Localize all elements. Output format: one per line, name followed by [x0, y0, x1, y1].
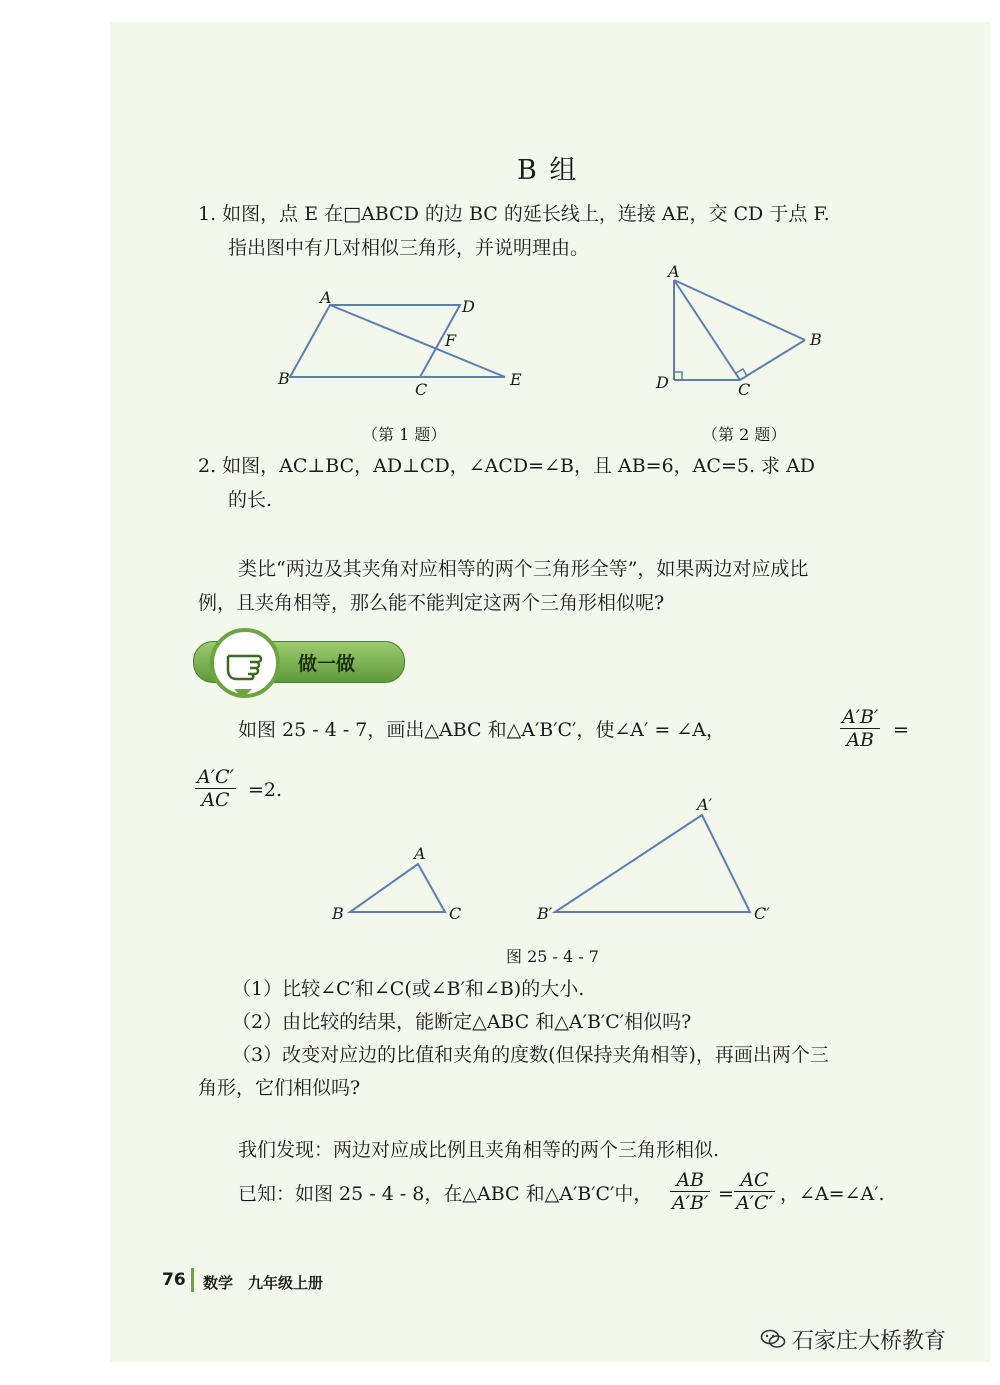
segment-cb	[740, 340, 805, 380]
task-fraction-1	[840, 706, 880, 751]
fig3-label-a-prime: A′	[697, 795, 713, 814]
subquestion-1: （1）比较∠C′和∠C(或∠B′和∠B)的大小.	[232, 978, 585, 1000]
fig3-label-b-prime: B′	[537, 904, 553, 923]
fig2-label-a: A	[668, 262, 680, 281]
given-fraction-2	[734, 1169, 775, 1214]
section-heading: B 组	[517, 155, 579, 186]
fig1-label-d: D	[462, 297, 475, 316]
banner-arrow	[234, 689, 252, 698]
given-fraction-2-denominator: A′C′	[736, 1192, 773, 1214]
given-prefix: 已知：如图 25 - 4 - 8，在△ABC 和△A′B′C′中，	[238, 1183, 653, 1205]
task-fraction-1-denominator: AB	[846, 729, 874, 751]
page-number: 76	[162, 1270, 186, 1290]
fig3-label-b: B	[332, 904, 344, 923]
fig2-label-d: D	[656, 373, 669, 392]
subquestion-3-line-1: （3）改变对应边的比值和夹角的度数(但保持夹角相等)，再画出两个三	[232, 1044, 829, 1066]
fig1-label-b: B	[278, 369, 290, 388]
figure-2-caption: （第 2 题）	[702, 425, 787, 444]
given-fraction-1-denominator: A′B′	[672, 1192, 709, 1214]
triangle-abc	[350, 864, 445, 912]
task-fraction-2-numerator: A′C′	[197, 766, 234, 788]
task-prefix: 如图 25 - 4 - 7，画出△ABC 和△A′B′C′，使∠A′ = ∠A，	[238, 719, 725, 741]
parallelogram-abcd	[290, 305, 460, 377]
fig1-label-f: F	[445, 331, 457, 350]
triangle-a-prime-b-prime-c-prime	[555, 815, 750, 912]
book-title: 数学 九年级上册	[203, 1274, 324, 1292]
question-2-line-2: 的长.	[228, 489, 273, 511]
figure-2-triangles	[660, 270, 820, 390]
finding-statement: 我们发现：两边对应成比例且夹角相等的两个三角形相似.	[238, 1139, 720, 1161]
fig2-label-b: B	[810, 330, 822, 349]
task-fraction-2-denominator: AC	[201, 789, 230, 811]
task-fraction-1-numerator: A′B′	[842, 706, 879, 728]
given-fraction-2-numerator: AC	[734, 1169, 775, 1192]
footer-divider	[191, 1268, 194, 1292]
question-1-line-1: 1. 如图，点 E 在□ABCD 的边 BC 的延长线上，连接 AE，交 CD 于点 F.	[198, 203, 830, 225]
segment-ae	[330, 305, 505, 377]
fig1-label-c: C	[415, 380, 428, 399]
analogy-line-1: 类比“两边及其夹角对应相等的两个三角形全等”，如果两边对应成比	[238, 558, 809, 580]
fig1-label-a: A	[320, 288, 332, 307]
fig3-label-c-prime: C′	[754, 904, 770, 923]
given-suffix: ，∠A=∠A′.	[780, 1183, 885, 1205]
figure-1-caption: （第 1 题）	[362, 425, 447, 444]
figure-25-4-7-caption: 图 25 - 4 - 7	[506, 947, 599, 966]
subquestion-2: （2）由比较的结果，能断定△ABC 和△A′B′C′相似吗?	[232, 1011, 692, 1033]
given-fraction-1	[670, 1169, 710, 1214]
fig3-label-a: A	[414, 844, 426, 863]
wechat-icon	[760, 1329, 786, 1349]
question-1-line-2: 指出图中有几对相似三角形，并说明理由。	[228, 237, 590, 259]
figure-25-4-7	[340, 800, 780, 930]
task-suffix: =2.	[248, 779, 283, 801]
activity-banner-label: 做一做	[298, 653, 356, 675]
fig3-label-c: C	[449, 904, 462, 923]
given-fraction-1-numerator: AB	[670, 1169, 710, 1192]
subquestion-3-line-2: 角形，它们相似吗?	[198, 1077, 361, 1099]
task-fraction-2	[195, 766, 236, 811]
question-2-line-1: 2. 如图，AC⊥BC，AD⊥CD，∠ACD=∠B，且 AB=6，AC=5. 求 AD	[198, 455, 816, 477]
hand-pointing-icon	[210, 628, 280, 698]
right-angle-mark-d	[674, 372, 682, 380]
fig2-label-c: C	[738, 380, 751, 399]
given-equals: =	[718, 1183, 734, 1205]
watermark-text: 石家庄大桥教育	[792, 1329, 947, 1354]
fig1-label-e: E	[510, 370, 522, 389]
task-equals: =	[893, 719, 909, 741]
figure-1-parallelogram	[270, 285, 540, 400]
analogy-line-2: 例，且夹角相等，那么能不能判定这两个三角形相似呢?	[198, 592, 665, 614]
